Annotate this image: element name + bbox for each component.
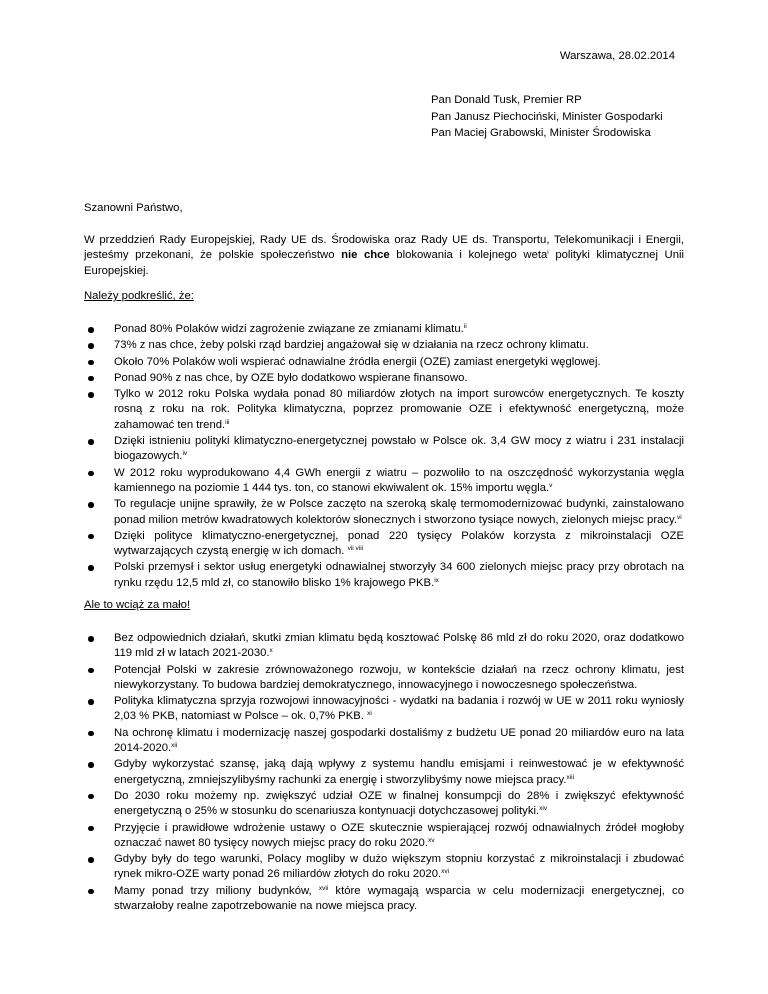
- footnote-ref: i: [547, 249, 549, 257]
- footnote-ref: xv: [427, 836, 435, 844]
- section-heading: Ale to wciąż za mało!: [84, 599, 191, 611]
- addressee-line: Pan Janusz Piechociński, Minister Gospodarki: [431, 110, 663, 123]
- footnote-ref: xiii: [566, 773, 575, 781]
- list-item: To regulacje unijne sprawiły, że w Polsce zaczęto na szeroką skalę termomodernizować budynki, zainstalowano ponad milion metrów kwadratowych kolektorów słonecznych i stworzono tysiące nowych, zielonych miejsc pracy.$^{vi}$: [114, 497, 684, 528]
- list-item: Tylko w 2012 roku Polska wydała ponad 80 miliardów złotych na import surowców energetycznych. Te koszty rosną z roku na rok. Polityka klimatyczna, poprzez promowanie OZE i efektywność energetyczną, może zahamować ten trend.$^{iii}$: [114, 387, 684, 433]
- footnote-ref: xi: [367, 710, 372, 718]
- list-item: Mamy ponad trzy miliony budynków, $^{xvii}$ które wymagają wsparcia w celu modernizacji energetycznej, co stwarzałoby realne zapotrzebowanie na nowe miejsca pracy.: [114, 884, 684, 915]
- list-item: Polityka klimatyczna sprzyja rozwojowi innowacyjności - wydatki na badania i rozwój w UE w 2011 roku wyniosły 2,03 % PKB, natomiast w Polsce – ok. 0,7% PKB. $^{xi}$: [114, 694, 684, 725]
- list-item: Około 70% Polaków woli wspierać odnawialne źródła energii (OZE) zamiast energetyki węglowej.: [114, 355, 684, 370]
- list-item: W 2012 roku wyprodukowano 4,4 GWh energii z wiatru – pozwoliło to na oszczędność wykorzystania węgla kamiennego na poziomie 1 444 tys. ton, co stanowi ekwiwalent ok. 15% importu węgla.$^v$: [114, 466, 684, 497]
- footnote-ref: xii: [171, 742, 178, 750]
- list-item: Ponad 80% Polaków widzi zagrożenie związane ze zmianami klimatu.$^{ii}$: [114, 322, 684, 337]
- footnote-ref: xvii: [318, 884, 329, 892]
- list-item: Dzięki istnieniu polityki klimatyczno-energetycznej powstało w Polsce ok. 3,4 GW mocy z wiatru i 231 instalacji biogazowych.$^{iv}$: [114, 434, 684, 465]
- intro-emphasis: nie chce: [341, 249, 390, 262]
- footnote-ref: xiv: [539, 805, 548, 813]
- list-item: Na ochronę klimatu i modernizację naszej gospodarki dostaliśmy z budżetu UE ponad 20 miliardów euro na lata 2014-2020.$^{xii}$: [114, 726, 684, 757]
- list-item: Ponad 90% z nas chce, by OZE było dodatkowo wspierane finansowo.: [114, 371, 684, 386]
- footnote-ref: ix: [434, 576, 439, 584]
- addressee-line: Pan Maciej Grabowski, Minister Środowiska: [431, 127, 651, 139]
- intro-text: polityki klimatycznej Unii Europejskiej.: [84, 249, 684, 277]
- footnote-ref: vii viii: [347, 545, 364, 553]
- addressee-line: Pan Donald Tusk, Premier RP: [431, 94, 582, 106]
- letter-date: Warszawa, 28.02.2014: [559, 50, 675, 62]
- list-item: 73% z nas chce, żeby polski rząd bardziej angażował się w działania na rzecz ochrony klimatu.: [114, 338, 684, 353]
- footnote-ref: ii: [463, 323, 467, 330]
- footnote-ref: iv: [182, 450, 188, 458]
- footnote-ref: x: [269, 647, 273, 655]
- list-item: Dzięki polityce klimatyczno-energetycznej, ponad 220 tysięcy Polaków korzysta z mikroinstalacji OZE wytwarzających czystą energię w ich domach. $^{vii viii}$: [114, 529, 684, 560]
- list-item: Do 2030 roku możemy np. zwiększyć udział OZE w finalnej konsumpcji do 28% i zwiększyć efektywność energetyczną o 25% w stosunku do scenariusza kontynuacji dotychczasowej polityki.$^{xiv}$: [114, 789, 684, 820]
- intro-text: blokowania i kolejnego weta: [389, 249, 548, 262]
- footnote-ref: vi: [677, 513, 682, 521]
- challenges-list: [114, 631, 684, 914]
- list-item: Przyjęcie i prawidłowe wdrożenie ustawy o OZE skutecznie wspierającej rozwój odnawialnych źródeł mogłoby oznaczać nawet 80 tysięcy nowych miejsc pracy do roku 2020.$^{xv}$: [114, 821, 684, 852]
- intro-paragraph: [84, 233, 684, 279]
- addressee-block: [431, 93, 663, 143]
- list-item: Gdyby wykorzystać szansę, jaką dają wpływy z systemu handlu emisjami i reinwestować je w efektywność energetyczną, zmniejszylibyśmy rachunki za energię i stworzylibyśmy nowe miejsca pracy.$^{xiii}$: [114, 757, 684, 788]
- salutation: Szanowni Państwo,: [84, 202, 183, 214]
- footnote-ref: v: [549, 481, 553, 489]
- list-item: Gdyby były do tego warunki, Polacy mogliby w dużo większym stopniu korzystać z mikroinstalacji i zbudować rynek mikro-OZE warty ponad 26 miliardów złotych do roku 2020.$^{xvi}$: [114, 852, 684, 883]
- list-item: Polski przemysł i sektor usług energetyki odnawialnej stworzyły 34 600 zielonych miejsc pracy przy obrotach na rynku rzędu 12,5 mld zł, co stanowiło blisko 1% krajowego PKB.$^{ix}$: [114, 560, 684, 591]
- list-item: Potencjał Polski w zakresie zrównoważonego rozwoju, w kontekście działań na rzecz ochrony klimatu, jest niewykorzystany. To budowa bardziej demokratycznego, innowacyjnego i nowoczesnego społeczeństwa.: [114, 663, 684, 694]
- footnote-ref: xvi: [441, 868, 450, 876]
- footnote-ref: iii: [225, 418, 230, 426]
- list-item: Bez odpowiednich działań, skutki zmian klimatu będą kosztować Polskę 86 mld zł do roku 2020, oraz dodatkowo 119 mld zł w latach 2021-2030.$^x$: [114, 631, 684, 662]
- intro-text: W przeddzień Rady Europejskiej, Rady UE ds. Środowiska oraz Rady UE ds. Transportu, Telekomunikacji i Energii, jesteśmy przekonani, że polskie społeczeństwo: [84, 234, 684, 262]
- facts-list: [114, 322, 684, 591]
- section-heading: Należy podkreślić, że:: [84, 290, 194, 302]
